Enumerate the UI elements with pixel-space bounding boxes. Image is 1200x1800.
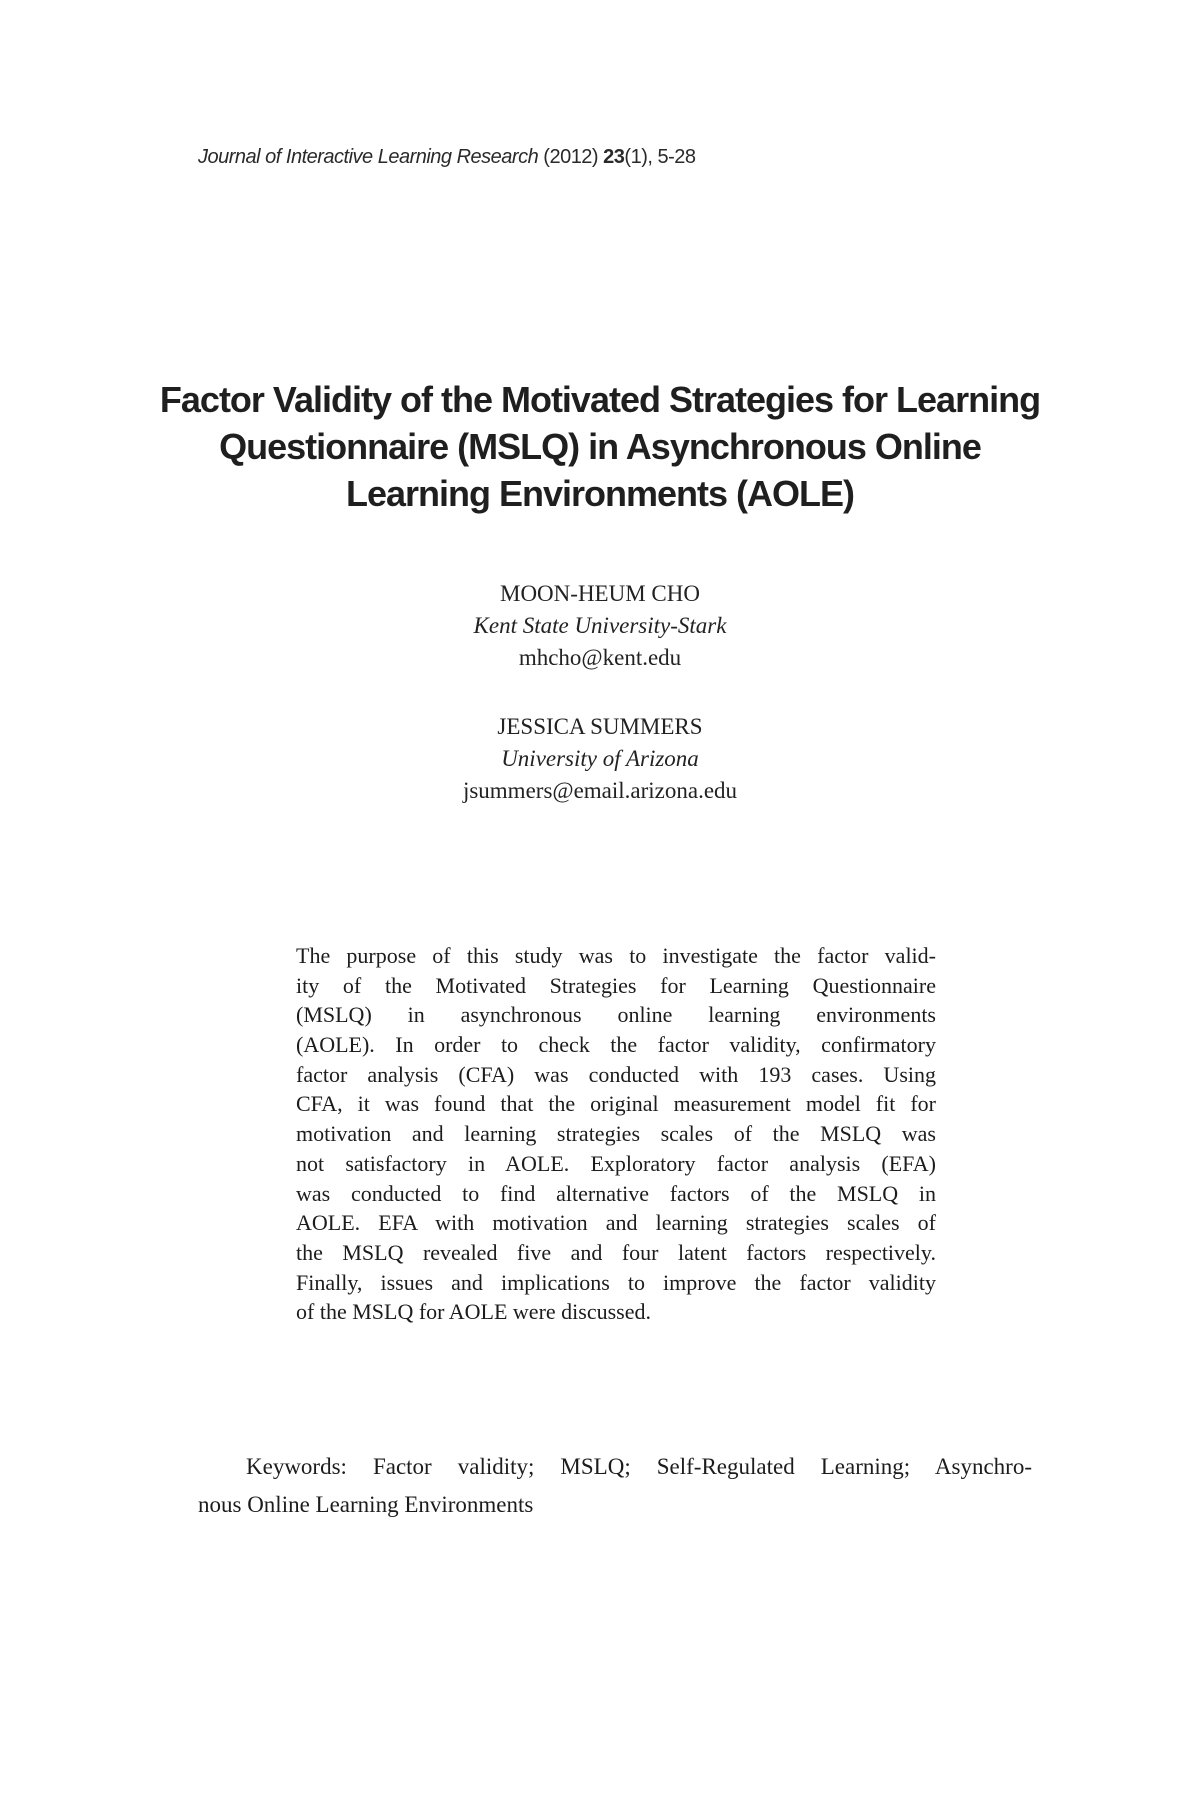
keywords-line: Keywords: Factor validity; MSLQ; Self-Regulated Learning; Asynchro- xyxy=(246,1454,1032,1479)
author-email: mhcho@kent.edu xyxy=(518,645,682,670)
abstract-line: factor analysis (CFA) was conducted with 193 cases. Using xyxy=(296,1061,936,1087)
abstract-line: CFA, it was found that the original measurement model fit for xyxy=(296,1091,936,1117)
abstract-line: AOLE. EFA with motivation and learning strategies scales of xyxy=(296,1210,936,1236)
paper-title xyxy=(150,376,1050,517)
abstract xyxy=(296,941,936,1327)
journal-year: (2012) xyxy=(543,146,599,168)
journal-name: Journal of Interactive Learning Research xyxy=(198,146,539,168)
abstract-line: (AOLE). In order to check the factor validity, confirmatory xyxy=(296,1032,936,1058)
abstract-line: motivation and learning strategies scales of the MSLQ was xyxy=(296,1121,936,1147)
title-line: Learning Environments (AOLE) xyxy=(345,473,855,514)
author-affiliation: University of Arizona xyxy=(501,746,699,771)
keywords xyxy=(198,1448,1032,1524)
abstract-line: ity of the Motivated Strategies for Learning Questionnaire xyxy=(296,972,936,998)
author-affiliation: Kent State University-Stark xyxy=(473,613,727,638)
abstract-line: not satisfactory in AOLE. Exploratory factor analysis (EFA) xyxy=(296,1150,936,1176)
author-name: MOON-HEUM CHO xyxy=(500,581,700,606)
title-line: Factor Validity of the Motivated Strategies for Learning xyxy=(159,379,1041,420)
abstract-line: of the MSLQ for AOLE were discussed. xyxy=(296,1299,651,1325)
journal-volume: 23 xyxy=(603,146,625,168)
author-email: jsummers@email.arizona.edu xyxy=(462,778,738,803)
author-block xyxy=(300,711,900,807)
keywords-line: nous Online Learning Environments xyxy=(198,1492,534,1517)
journal-citation xyxy=(198,146,696,169)
journal-issue-pages: (1), 5-28 xyxy=(624,146,696,168)
abstract-line: Finally, issues and implications to improve the factor validity xyxy=(296,1269,936,1295)
abstract-line: (MSLQ) in asynchronous online learning environments xyxy=(296,1002,936,1028)
author-name: JESSICA SUMMERS xyxy=(497,714,703,739)
abstract-line: the MSLQ revealed five and four latent factors respectively. xyxy=(296,1239,936,1265)
author-block xyxy=(300,578,900,674)
title-line: Questionnaire (MSLQ) in Asynchronous Online xyxy=(219,426,981,467)
abstract-line: was conducted to find alternative factors of the MSLQ in xyxy=(296,1180,936,1206)
abstract-line: The purpose of this study was to investigate the factor valid- xyxy=(296,943,936,968)
